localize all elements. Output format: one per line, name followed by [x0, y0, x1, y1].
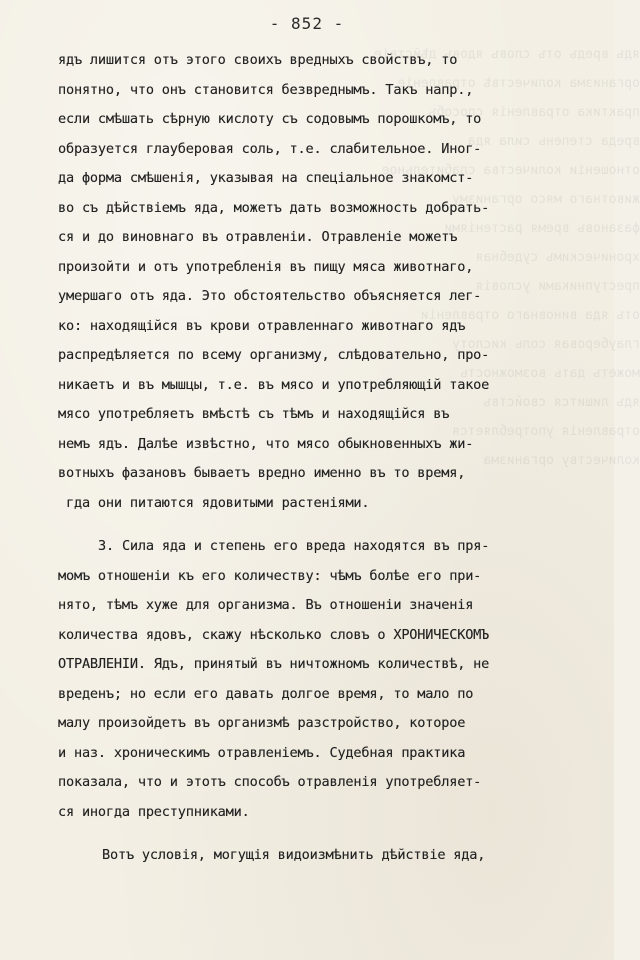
paragraph-gap	[58, 518, 588, 532]
text-line: распредѣляется по всему организму, слѣдовательно, про-	[58, 347, 490, 363]
text-line: произойти и отъ употребленія въ пищу мяса животнаго,	[58, 258, 474, 275]
text-line: гда они питаются ядовитыми растеніями.	[66, 494, 370, 511]
text-line: количества ядовъ, скажу нѣсколько словъ о ХРОНИЧЕСКОМЪ	[58, 626, 490, 643]
bleed-through-texture: ядъ вредъ отъ словъ ядовъ дѣйствіе организма количествѣ отравленіе практика отравленія способъ вреда степень сила яда отношеніи количества слабительное животнаго мясо организму фазановъ время растеніями хроническимъ судебная преступниками условія отъ яда виновнаго отравленіи глауберовая соль кислоту можетъ дать возможность ядъ лишится свойствъ отравленія употребляется количеству организма	[373, 47, 640, 468]
text-line: малу произойдетъ въ организмѣ разстройство, которое	[58, 715, 466, 731]
page-number: - 852 -	[269, 14, 345, 33]
text-line: понятно, что онъ становится безвреднымъ. Такъ напр.,	[58, 81, 474, 98]
text-line: во съ дѣйствіемъ яда, можетъ дать возможность добрать-	[58, 199, 490, 216]
text-line: момъ отношеніи къ его количеству: чѣмъ болѣе его при-	[58, 567, 482, 584]
text-line: вотныхъ фазановъ бываетъ вредно именно въ то время,	[58, 465, 466, 481]
text-line: если смѣшать сѣрную кислоту съ содовымъ порошкомъ, то	[58, 111, 482, 127]
text-line: и наз. хроническимъ отравленіемъ. Судебная практика	[58, 744, 466, 761]
text-line: немъ ядъ. Далѣе извѣстно, что мясо обыкновенныхъ жи-	[58, 435, 474, 452]
text-line: ко: находящійся въ крови отравленнаго животнаго ядъ	[58, 317, 466, 334]
paragraph-gap	[58, 827, 588, 841]
text-line: никаетъ и въ мышцы, т.е. въ мясо и употребляющій такое	[58, 376, 490, 393]
text-line: 3. Сила яда и степень его вреда находятся въ пря-	[98, 538, 490, 554]
text-line: ся и до виновнаго въ отравленіи. Отравленіе можетъ	[58, 229, 458, 245]
text-line: да форма смѣшенія, указывая на спеціальное знакомст-	[58, 170, 474, 186]
text-line: умершаго отъ яда. Это обстоятельство объясняется лег-	[58, 288, 482, 304]
text-line: ся иногда преступниками.	[58, 803, 250, 820]
text-line: ОТРАВЛЕНІИ. Ядъ, принятый въ ничтожномъ количествѣ, не	[58, 656, 490, 672]
text-line: мясо употребляетъ вмѣстѣ съ тѣмъ и находящійся въ	[58, 406, 450, 422]
text-line: образуется глауберовая соль, т.е. слабительное. Иног-	[58, 140, 482, 157]
text-line: вреденъ; но если его давать долгое время, то мало по	[58, 685, 474, 702]
text-line: нято, тѣмъ хуже для организма. Въ отношеніи значенія	[58, 597, 474, 613]
body-text	[58, 46, 588, 871]
text-line: Вотъ условія, могущія видоизмѣнить дѣйствіе яда,	[102, 847, 486, 863]
text-line: показала, что и этотъ способъ отравленія употребляет-	[58, 774, 482, 790]
text-line: ядъ лишится отъ этого своихъ вредныхъ свойствъ, то	[58, 52, 458, 68]
